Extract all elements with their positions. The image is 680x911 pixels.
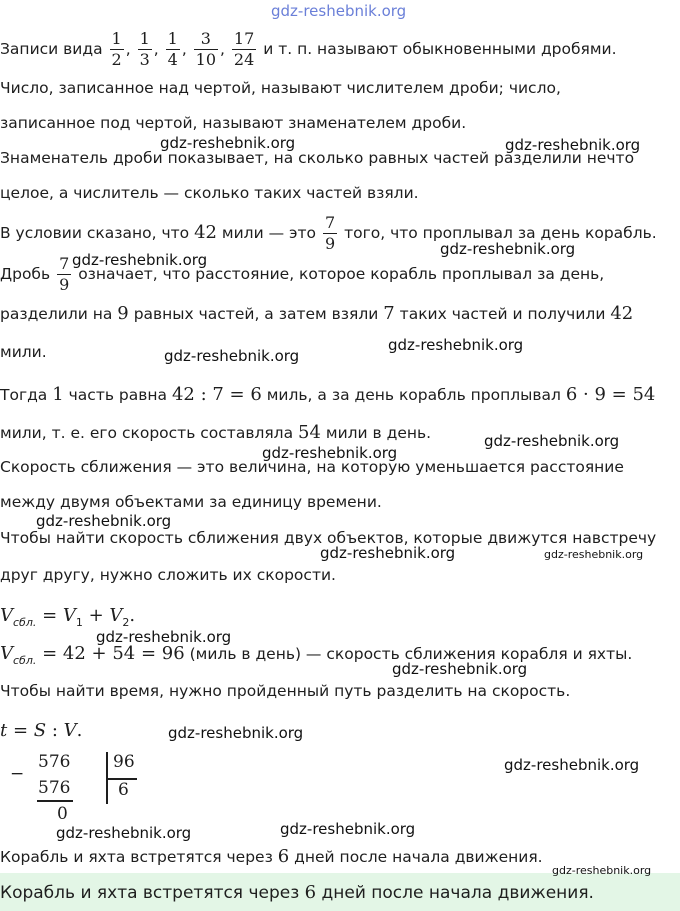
watermark: gdz-reshebnik.org	[544, 548, 644, 561]
formula-approach-speed	[0, 606, 135, 628]
f1-v: V	[0, 605, 13, 626]
watermark: gdz-reshebnik.org	[440, 240, 576, 258]
p4-text-c: того, что проплывал за день корабль.	[344, 224, 657, 242]
p4-text-b: мили — это	[221, 224, 317, 242]
watermark: gdz-reshebnik.org	[392, 660, 528, 678]
p5-text-b: означает, что расстояние, которое корабль проплывал за день,	[78, 265, 605, 283]
division-remainder: 0	[57, 804, 68, 824]
watermark: gdz-reshebnik.org	[36, 512, 172, 530]
division-divisor: 96	[113, 752, 135, 772]
f2-text: (миль в день) — скорость сближения корабля и яхты.	[189, 645, 633, 663]
watermark-top: gdz-reshebnik.org	[271, 2, 407, 20]
division-quotient: 6	[118, 780, 129, 800]
f2-sub: сбл.	[13, 654, 37, 667]
watermark: gdz-reshebnik.org	[504, 756, 640, 774]
p8-line1: Чтобы найти скорость сближения двух объектов, которые движутся навстречу	[0, 529, 657, 547]
division-minus: −	[10, 764, 25, 784]
p1-before: Записи вида	[0, 40, 103, 58]
f3-t: t	[0, 720, 8, 741]
f1-v2: V	[109, 605, 123, 626]
p2-line1: Число, записанное над чертой, называют числителем дроби; число,	[0, 79, 561, 97]
f1-eq: =	[36, 605, 63, 626]
p5-number-42: 42	[610, 303, 634, 324]
watermark: gdz-reshebnik.org	[280, 820, 416, 838]
fraction-2: $\frac{1}{3}$	[139, 29, 150, 69]
watermark: gdz-reshebnik.org	[552, 864, 652, 877]
f3-colon: :	[46, 720, 64, 741]
watermark: gdz-reshebnik.org	[96, 628, 232, 646]
p4-number-42: 42	[194, 222, 217, 243]
p3-line1: Знаменатель дроби показывает, на сколько равных частей разделили нечто	[0, 149, 635, 167]
answer-box	[0, 873, 680, 911]
answer-number: 6	[304, 882, 317, 903]
f3-s: S	[33, 720, 47, 741]
f1-s2: 2	[122, 616, 130, 629]
fraction-5: $\frac{17}{24}$	[233, 29, 255, 69]
p5-line2	[0, 304, 633, 324]
formula-approach-speed-value	[0, 644, 632, 666]
watermark: gdz-reshebnik.org	[262, 444, 398, 462]
p5-number-9: 9	[117, 303, 129, 324]
p6-b: часть равна	[68, 386, 168, 404]
f1-plus: +	[82, 605, 110, 626]
p6-number-1: 1	[52, 384, 64, 405]
watermark: gdz-reshebnik.org	[505, 136, 641, 154]
p2-line2: записанное под чертой, называют знаменателем дроби.	[0, 114, 467, 132]
p5-line3: мили.	[0, 343, 47, 361]
p6-a: Тогда	[0, 386, 48, 404]
p3-line2: целое, а числитель — сколько таких частей взяли.	[0, 184, 419, 202]
watermark: gdz-reshebnik.org	[484, 432, 620, 450]
watermark: gdz-reshebnik.org	[56, 824, 192, 842]
formula-time	[0, 721, 82, 741]
f2-expr: = 42 + 54 = 96	[36, 643, 185, 664]
watermark: gdz-reshebnik.org	[320, 544, 456, 562]
p6-l2-a: мили, т. е. его скорость составляла	[0, 424, 294, 442]
f3-v: V	[63, 720, 77, 741]
p6-line2	[0, 423, 431, 443]
p5-l2-c: таких частей и получили	[399, 305, 606, 323]
conclusion-line	[0, 847, 543, 867]
p6-line1	[0, 385, 655, 405]
fraction-4: $\frac{3}{10}$	[195, 29, 217, 69]
answer-a: Корабль и яхта встретятся через	[0, 883, 300, 903]
p5-number-7: 7	[383, 303, 395, 324]
answer-b: дней после начала движения.	[321, 883, 594, 903]
p7-line1: Скорость сближения — это величина, на которую уменьшается расстояние	[0, 458, 624, 476]
watermark: gdz-reshebnik.org	[168, 724, 304, 742]
p7-line2: между двумя объектами за единицу времени.	[0, 493, 382, 511]
f2-v: V	[0, 643, 13, 664]
fraction-1: $\frac{1}{2}$	[111, 29, 122, 69]
p4-fraction: $\frac{7}{9}$	[324, 213, 336, 253]
f1-end: .	[129, 605, 136, 626]
conclusion-a: Корабль и яхта встретятся через	[0, 848, 273, 866]
p9-line: Чтобы найти время, нужно пройденный путь разделить на скорость.	[0, 682, 571, 700]
division-subtrahend: 576	[38, 778, 71, 798]
watermark: gdz-reshebnik.org	[388, 336, 524, 354]
conclusion-b: дней после начала движения.	[294, 848, 543, 866]
division-underline	[37, 800, 73, 802]
f3-eq: =	[7, 720, 34, 741]
f1-s1: 1	[75, 616, 83, 629]
answer-text	[0, 882, 594, 903]
p6-number-54: 54	[298, 422, 321, 443]
paragraph-common-fractions: Записи вида $\frac{1}{2}$ , $\frac{1}{3}$ , $\frac{1}{4}$ , $\frac{3}{10}$ , $\frac{17}{24}$ и т. п. называют обыкновенными дробями.	[0, 29, 617, 69]
p6-expr-division: 42 : 7 = 6	[171, 384, 262, 405]
p5-text-a: Дробь	[0, 265, 51, 283]
watermark: gdz-reshebnik.org	[160, 134, 296, 152]
p5-l2-a: разделили на	[0, 305, 113, 323]
f3-end: .	[76, 720, 83, 741]
p6-expr-multiplication: 6 · 9 = 54	[565, 384, 656, 405]
watermark: gdz-reshebnik.org	[72, 251, 208, 269]
fraction-3: $\frac{1}{4}$	[167, 29, 178, 69]
p1-after: и т. п. называют обыкновенными дробями.	[263, 40, 617, 58]
p5-fraction: $\frac{7}{9}$	[59, 254, 70, 294]
p4-text-a: В условии сказано, что	[0, 224, 190, 242]
conclusion-number: 6	[277, 846, 290, 867]
watermark: gdz-reshebnik.org	[164, 347, 300, 365]
p5-l2-b: равных частей, а затем взяли	[133, 305, 379, 323]
p6-l2-b: мили в день.	[325, 424, 432, 442]
f1-sub: сбл.	[13, 616, 37, 629]
p8-line2: друг другу, нужно сложить их скорости.	[0, 566, 336, 584]
f1-v1: V	[62, 605, 76, 626]
division-dividend: 576	[38, 752, 71, 772]
p6-c: миль, а за день корабль проплывал	[266, 386, 561, 404]
